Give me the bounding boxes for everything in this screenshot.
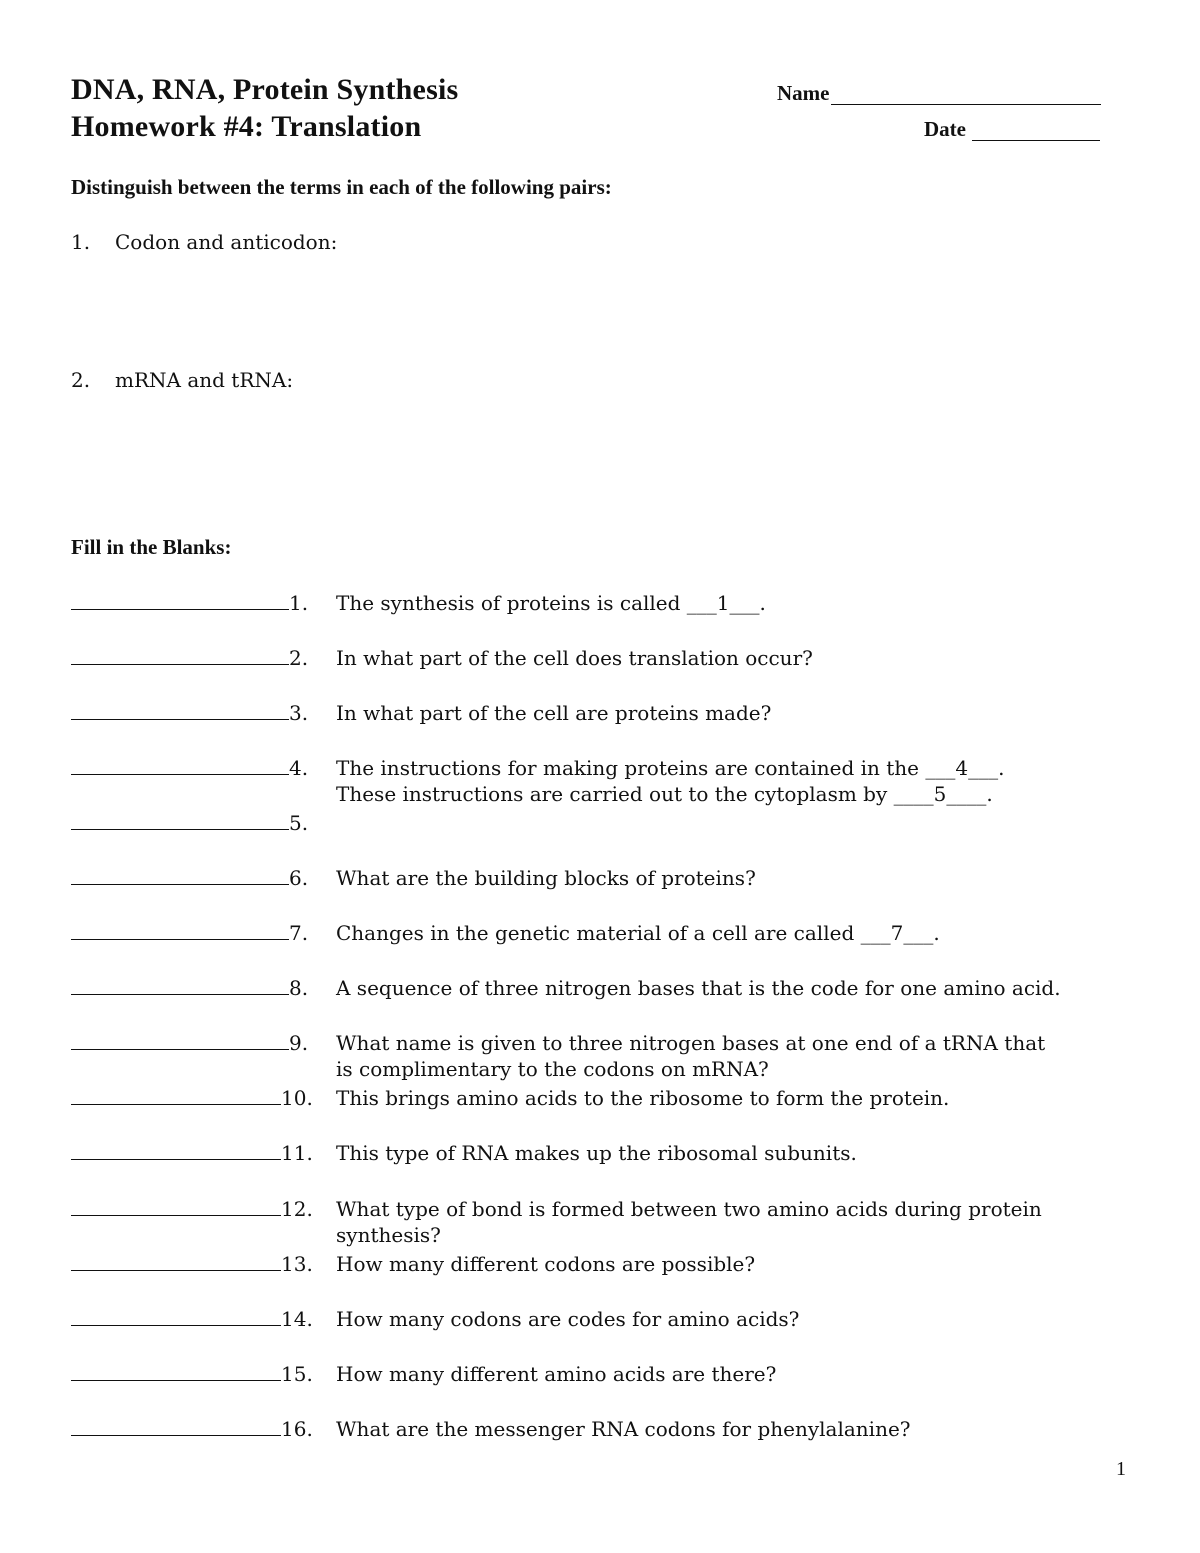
name-blank[interactable] — [831, 86, 1101, 105]
fill-in-heading: Fill in the Blanks: — [71, 535, 232, 559]
answer-blank[interactable] — [71, 975, 289, 995]
question-number: 4. — [289, 756, 309, 780]
question-number: 3. — [289, 701, 309, 725]
item-text: mRNA and tRNA: — [115, 368, 294, 392]
blank-row — [71, 700, 308, 726]
blank-row — [71, 1085, 313, 1111]
blank-row — [71, 590, 308, 616]
answer-blank[interactable] — [71, 810, 289, 830]
question-text: This brings amino acids to the ribosome to form the protein. — [336, 1086, 950, 1110]
question-text: What name is given to three nitrogen bases at one end of a tRNA that is complimentary to the codons on mRNA? — [336, 1031, 1046, 1081]
blank-row — [71, 645, 308, 671]
distinguish-item — [71, 368, 293, 392]
answer-blank[interactable] — [71, 700, 289, 720]
name-field — [777, 81, 1101, 105]
question-text: How many different codons are possible? — [336, 1252, 756, 1276]
question-number: 8. — [289, 976, 309, 1000]
blank-row — [71, 1306, 313, 1332]
question-number: 2. — [289, 646, 309, 670]
question-number: 7. — [289, 921, 309, 945]
question-number: 5. — [289, 811, 309, 835]
question-text: The synthesis of proteins is called ___1___. — [336, 591, 766, 615]
question-number: 12. — [281, 1197, 313, 1221]
answer-blank[interactable] — [71, 755, 289, 775]
answer-blank[interactable] — [71, 645, 289, 665]
item-number: 2. — [71, 368, 91, 392]
blank-row — [71, 920, 308, 946]
answer-blank[interactable] — [71, 1306, 281, 1326]
answer-blank[interactable] — [71, 920, 289, 940]
worksheet-subtitle: Homework #4: Translation — [71, 110, 422, 143]
question-text: How many different amino acids are there? — [336, 1362, 777, 1386]
date-label: Date — [924, 117, 966, 141]
item-number: 1. — [71, 230, 91, 254]
question-text: Changes in the genetic material of a cell are called ___7___. — [336, 921, 940, 945]
question-text: The instructions for making proteins are contained in the ___4___. These instructions are carried out to the cytoplasm by ____5____. — [336, 756, 1005, 806]
blank-row — [71, 1361, 313, 1387]
question-number: 13. — [281, 1252, 313, 1276]
date-field — [924, 117, 1100, 141]
name-label: Name — [777, 81, 830, 105]
distinguish-item — [71, 230, 337, 254]
blank-row — [71, 1196, 313, 1222]
distinguish-heading: Distinguish between the terms in each of the following pairs: — [71, 175, 612, 199]
worksheet-title: DNA, RNA, Protein Synthesis — [71, 73, 459, 106]
answer-blank[interactable] — [71, 1196, 281, 1216]
answer-blank[interactable] — [71, 1140, 281, 1160]
answer-blank[interactable] — [71, 1416, 281, 1436]
blank-row — [71, 865, 308, 891]
question-text: What are the building blocks of proteins? — [336, 866, 756, 890]
question-number: 15. — [281, 1362, 313, 1386]
answer-blank[interactable] — [71, 1085, 281, 1105]
blank-row — [71, 1030, 308, 1056]
blank-row — [71, 810, 308, 836]
question-number: 9. — [289, 1031, 309, 1055]
question-number: 11. — [281, 1141, 313, 1165]
blank-row — [71, 975, 308, 1001]
question-number: 14. — [281, 1307, 313, 1331]
answer-blank[interactable] — [71, 1251, 281, 1271]
blank-row — [71, 755, 308, 781]
question-text: What type of bond is formed between two amino acids during protein synthesis? — [336, 1197, 1042, 1247]
item-text: Codon and anticodon: — [115, 230, 338, 254]
question-text: A sequence of three nitrogen bases that is the code for one amino acid. — [336, 976, 1061, 1000]
question-number: 16. — [281, 1417, 313, 1441]
date-blank[interactable] — [972, 122, 1100, 141]
question-number: 10. — [281, 1086, 313, 1110]
answer-blank[interactable] — [71, 1030, 289, 1050]
blank-row — [71, 1140, 313, 1166]
question-number: 1. — [289, 591, 309, 615]
question-text: How many codons are codes for amino acids? — [336, 1307, 800, 1331]
question-number: 6. — [289, 866, 309, 890]
question-text: This type of RNA makes up the ribosomal subunits. — [336, 1141, 857, 1165]
question-text: What are the messenger RNA codons for phenylalanine? — [336, 1417, 911, 1441]
blank-row — [71, 1251, 313, 1277]
question-text: In what part of the cell does translation occur? — [336, 646, 813, 670]
question-text: In what part of the cell are proteins made? — [336, 701, 772, 725]
blank-row — [71, 1416, 313, 1442]
answer-blank[interactable] — [71, 590, 289, 610]
answer-blank[interactable] — [71, 1361, 281, 1381]
page-number: 1 — [1116, 1458, 1126, 1480]
answer-blank[interactable] — [71, 865, 289, 885]
